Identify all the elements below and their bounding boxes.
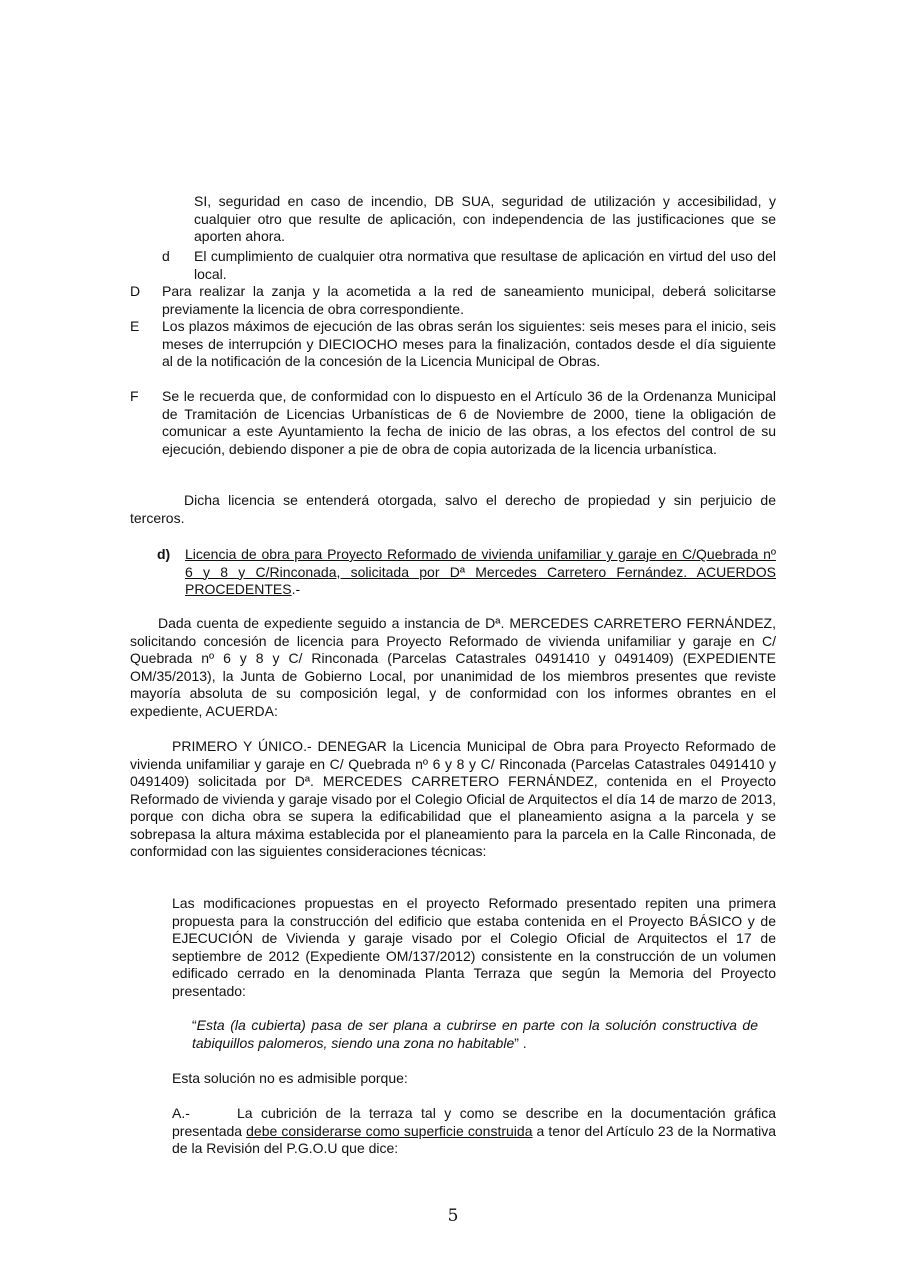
item-E-text: Los plazos máximos de ejecución de las obras serán los siguientes: seis meses para el inicio, seis meses de interrupción y DIECIOCHO meses para la finalización, contados desde el día siguiente al de la notificación de la concesión de la Licencia Municipal de Obras. [162,318,776,369]
point-A-label: A.- [172,1105,190,1121]
point-A-underlined: debe considerarse como superficie construida [246,1122,533,1139]
item-F-text: Se le recuerda que, de conformidad con lo dispuesto en el Artículo 36 de la Ordenanza Municipal de Tramitación de Licencias Urbanísticas de 6 de Noviembre de 2000, tiene la obligación de comunicar a este Ayuntamiento la fecha de inicio de las obras, a los efectos del control de su ejecución, debiendo disponer a pie de obra de copia autorizada de la licencia urbanística. [162,388,776,457]
quote-close: ” . [514,1034,527,1051]
item-c-continuation: SI, seguridad en caso de incendio, DB SUA, seguridad de utilización y accesibilidad, y cualquier otro que resulte de aplicación, con independencia de las justificaciones que se aporten ahora. [194,193,776,244]
point-A-text-2: a tenor del Artículo 23 de la Normativa de la Revisión del P.G.O.U que dice: [172,1122,776,1156]
page-number: 5 [447,1206,459,1226]
point-A-text [172,1105,776,1158]
section-d-title [185,546,776,599]
paragraph-no-admisible: Esta solución no es admisible porque: [172,1070,408,1086]
paragraph-modificaciones: Las modificaciones propuestas en el proyecto Reformado presentado repiten una primera propuesta para la construcción del edificio que estaba contenida en el Proyecto BÁSICO y de EJECUCIÓN de Vivienda y garaje visado por el Colegio Oficial de Arquitectos el 17 de septiembre de 2012 (Expediente OM/137/2012) consistente en la construcción de un volumen edificado cerrado en la denominada Planta Terraza que según la Memoria del Proyecto presentado: [172,895,776,999]
license-note: Dicha licencia se entenderá otorgada, salvo el derecho de propiedad y sin perjuicio de terceros. [130,492,776,526]
section-d-title-text: Licencia de obra para Proyecto Reformado de vivienda unifamiliar y garaje en C/Quebrada nº 6 y 8 y C/Rinconada, solicitada por Dª Mercedes Carretero Fernández. ACUERDOS PROCEDENTES [185,546,776,597]
item-D-label: D [130,283,141,299]
section-d-label: d) [157,546,171,562]
memoria-quote [192,1017,758,1052]
paragraph-primero-unico: PRIMERO Y ÚNICO.- DENEGAR la Licencia Municipal de Obra para Proyecto Reformado de vivienda unifamiliar y garaje en C/ Quebrada nº 6 y 8 y C/ Rinconada (Parcelas Catastrales 0491410 y 0491409) solicitada por Dª. MERCEDES CARRETERO FERNÁNDEZ, contenida en el Proyecto Reformado de vivienda y garaje visado por el Colegio Oficial de Arquitectos el día 14 de marzo de 2013, porque con dicha obra se supera la edificabilidad que el planeamiento asigna a la parcela y se sobrepasa la altura máxima establecida por el planeamiento para la parcela en la Calle Rinconada, de conformidad con las siguientes consideraciones técnicas: [130,738,776,859]
paragraph-dada-cuenta: Dada cuenta de expediente seguido a instancia de Dª. MERCEDES CARRETERO FERNÁNDEZ, solicitando concesión de licencia para Proyecto Reformado de vivienda unifamiliar y garaje en C/ Quebrada nº 6 y 8 y C/ Rinconada (Parcelas Catastrales 0491410 y 0491409) (EXPEDIENTE OM/35/2013), la Junta de Gobierno Local, por unanimidad de los miembros presentes que reviste mayoría absoluta de su composición legal, y de conformidad con los informes obrantes en el expediente, ACUERDA: [130,615,776,719]
item-d-label: d [162,248,170,264]
item-E-label: E [130,318,140,334]
item-d-text: El cumplimiento de cualquier otra normativa que resultase de aplicación en virtud del uso del local. [194,248,776,282]
quote-open: “ [192,1017,197,1033]
quote-text: Esta (la cubierta) pasa de ser plana a cubrirse en parte con la solución constructiva de tabiquillos palomeros, siendo una zona no habitable [192,1017,758,1051]
item-D-text: Para realizar la zanja y la acometida a la red de saneamiento municipal, deberá solicitarse previamente la licencia de obra correspondiente. [162,283,776,317]
item-F-label: F [130,388,139,404]
section-d-title-suffix: .- [291,581,301,597]
point-A-text-1: La cubrición de la terraza tal y como se describe en la documentación gráfica presentada [172,1105,776,1139]
